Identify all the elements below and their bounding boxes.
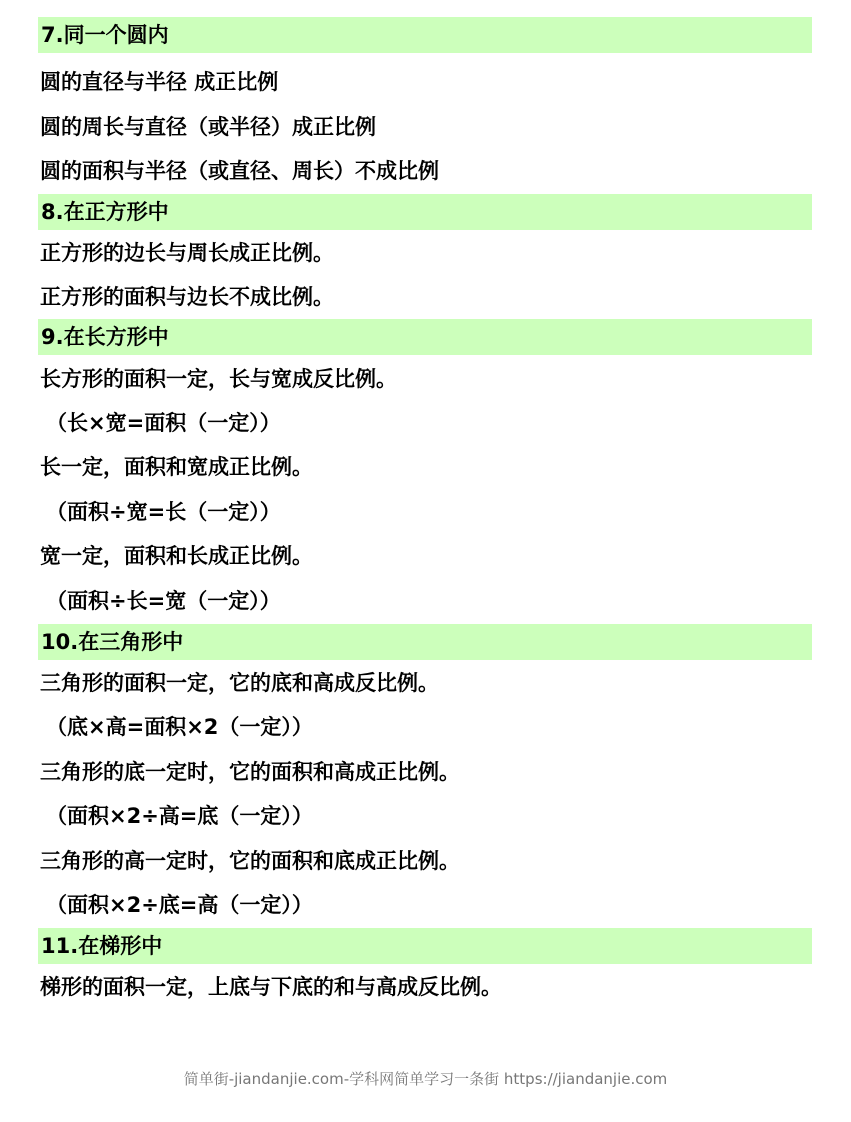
text-line: 圆的周长与直径（或半径）成正比例 xyxy=(40,115,376,139)
text-line: 宽一定，面积和长成正比例。 xyxy=(40,544,313,568)
formula-line: （面积×2÷底=高（一定）） xyxy=(46,893,313,917)
text-line: 长一定，面积和宽成正比例。 xyxy=(40,455,313,479)
section-heading-10: 10.在三角形中 xyxy=(38,624,812,660)
text-line: 长方形的面积一定，长与宽成反比例。 xyxy=(40,367,397,391)
text-line: 三角形的面积一定，它的底和高成反比例。 xyxy=(40,671,439,695)
text-line: 梯形的面积一定，上底与下底的和与高成反比例。 xyxy=(40,975,502,999)
formula-line: （面积÷长=宽（一定）） xyxy=(46,589,281,613)
text-line: 三角形的底一定时，它的面积和高成正比例。 xyxy=(40,760,460,784)
text-line: 圆的面积与半径（或直径、周长）不成比例 xyxy=(40,159,439,183)
formula-line: （底×高=面积×2（一定）） xyxy=(46,715,313,739)
section-heading-9: 9.在长方形中 xyxy=(38,319,812,355)
text-line: 正方形的边长与周长成正比例。 xyxy=(40,241,334,265)
formula-line: （面积÷宽=长（一定）） xyxy=(46,500,281,524)
text-line: 圆的直径与半径 成正比例 xyxy=(40,70,279,94)
text-line: 正方形的面积与边长不成比例。 xyxy=(40,285,334,309)
section-heading-7: 7.同一个圆内 xyxy=(38,17,812,53)
text-line: 三角形的高一定时，它的面积和底成正比例。 xyxy=(40,849,460,873)
section-heading-11: 11.在梯形中 xyxy=(38,928,812,964)
section-heading-8: 8.在正方形中 xyxy=(38,194,812,230)
footer-watermark: 简单街-jiandanjie.com-学科网简单学习一条街 https://jiandanjie.com xyxy=(183,1070,668,1088)
formula-line: （长×宽=面积（一定）） xyxy=(46,411,281,435)
formula-line: （面积×2÷高=底（一定）） xyxy=(46,804,313,828)
